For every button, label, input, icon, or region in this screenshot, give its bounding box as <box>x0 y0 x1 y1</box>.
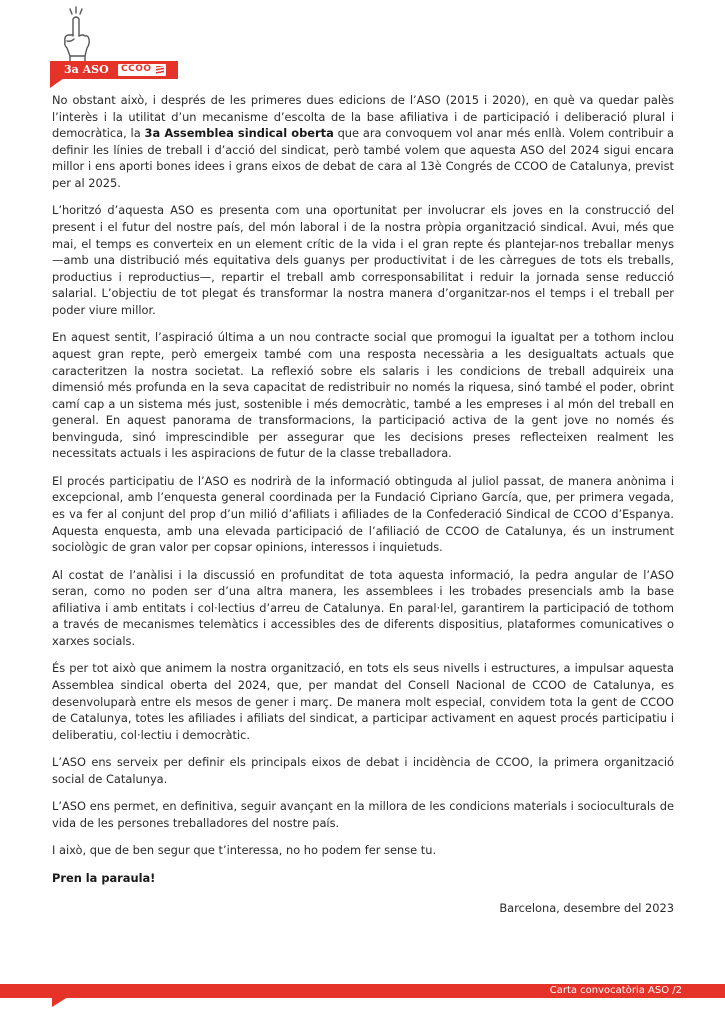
ccoo-logo-text: CCOO <box>121 64 152 74</box>
ccoo-flag-icon <box>156 66 164 74</box>
paragraph-1 <box>52 92 674 192</box>
paragraph-9: I això, que de ben segur que t’interessa, no ho podem fer sense tu. <box>52 843 437 858</box>
signature-line: Barcelona, desembre del 2023 <box>499 901 674 916</box>
assembly-name-bold: 3a Assemblea sindical oberta <box>144 126 334 141</box>
raised-finger-hand-icon <box>56 6 96 64</box>
paragraph-5: Al costat de l’anàlisi i la discussió en profunditat de tota aquesta informació, la pedra angular de l’ASO seran, como no poden ser d’una altra manera, les assemblees i les trobades presencials amb la base afiliativa i amb entitats i col·lectius d’arreu de Catalunya. En paral·lel, garantirem la participació de tothom a través de mecanismes telemàtics i accessibles des de diferents dispositius, plataformes comunicatives o xarxes socials. <box>52 567 674 648</box>
paragraph-1-text-b: que ara convoquem vol anar més enllà. Volem contribuir a definir les línies de treball i d’acció del sindicat, però també volem que aquesta ASO del 2024 sigui encara millor i ens aporti bones idees i grans eixos de debat de cara al 13è Congrés de CCOO de Catalunya, previst per al 2025. <box>52 126 674 190</box>
paragraph-1-text-a: No obstant això, i després de les primeres dues edicions de l’ASO (2015 i 2020), en què va quedar palès l’interès i la utilitat d’un mecanisme d’escolta de la base afiliativa i de participació i deliberació plural i democràtica, la <box>52 93 674 141</box>
letter-body <box>52 92 674 928</box>
closing-bold: Pren la paraula! <box>52 870 156 885</box>
paragraph-3: En aquest sentit, l’aspiració última a un nou contracte social que promogui la igualtat per a tothom inclou aquest gran repte, però emergeix també com una resposta necessària a les desigualtats actuals que caracteritzen la nostra societat. La reflexió sobre els salaris i les condicions de treball adquireix una dimensió més profunda en la seva capacitat de redistribuir no només la riquesa, sinó també el poder, obrint camí cap a un sistema més just, sostenible i més democràtic, també a les empreses i al món del treball en general. En aquest panorama de transformacions, la participació activa de la gent jove no només és benvinguda, sinó imprescindible per assegurar que les decisions preses reflecteixen realment les necessitats actuals i les aspiracions de futur de la classe treballadora. <box>52 330 674 461</box>
footer-speech-tail <box>52 997 68 1007</box>
closing-callout <box>52 870 674 887</box>
paragraph-8: L’ASO ens permet, en definitiva, seguir avançant en la millora de les condicions materials i socioculturals de vida de les persones treballadores del nostre país. <box>52 799 674 830</box>
paragraph-6: És per tot això que animem la nostra organització, en tots els seus nivells i estructures, a impulsar aquesta Assemblea sindical oberta del 2024, que, per mandat del Consell Nacional de CCOO de Catalunya, es desenvoluparà entre els mesos de gener i març. De manera molt especial, convidem tota la gent de CCOO de Catalunya, totes les afiliades i afiliats del sindicat, a participar activament en aquest procés participatiu i deliberatiu, col·lectiu i democràtic. <box>52 661 674 742</box>
paragraph-4: El procés participatiu de l’ASO es nodrirà de la informació obtinguda al juliol passat, de manera anònima i excepcional, amb l’enquesta general coordinada per la Fundació Cipriano García, que, per primera vegada, es va fer al conjunt del prop d’un milió d’afiliats i afiliades de la Confederació Sindical de CCOO d’Espanya. Aquesta enquesta, amb una elevada participació de l’afiliació de CCOO de Catalunya, és un instrument sociològic de gran valor per copsar opinions, interessos i inquietuds. <box>52 473 674 555</box>
footer-page-label: Carta convocatòria ASO /2 <box>549 985 682 996</box>
aso-logo <box>50 6 180 86</box>
paragraph-2: L’horitzó d’aquesta ASO es presenta com una oportunitat per involucrar els joves en la construcció del present i el futur del nostre país, del món laboral i de la nostra pròpia organització sindical. Avui, més que mai, el temps es converteix en un element crític de la vida i el gran repte és plantejar-nos treballar menys —amb una distribució més equitativa dels guanys per productivitat i de les càrregues de tots els treballs, productius i reproductius—, repartir el treball amb corresponsabilitat i reduir la jornada sense reducció salarial. L’objectiu de tot plegat és transformar la nostra manera d’organitzar-nos el temps i el treball per poder viure millor. <box>52 203 674 317</box>
speech-tail-shape <box>50 78 64 88</box>
aso-label: 3a ASO <box>64 63 109 76</box>
ccoo-logo <box>118 64 166 76</box>
paragraph-7: L’ASO ens serveix per definir els principals eixos de debat i incidència de CCOO, la primera organització social de Catalunya. <box>52 755 674 786</box>
